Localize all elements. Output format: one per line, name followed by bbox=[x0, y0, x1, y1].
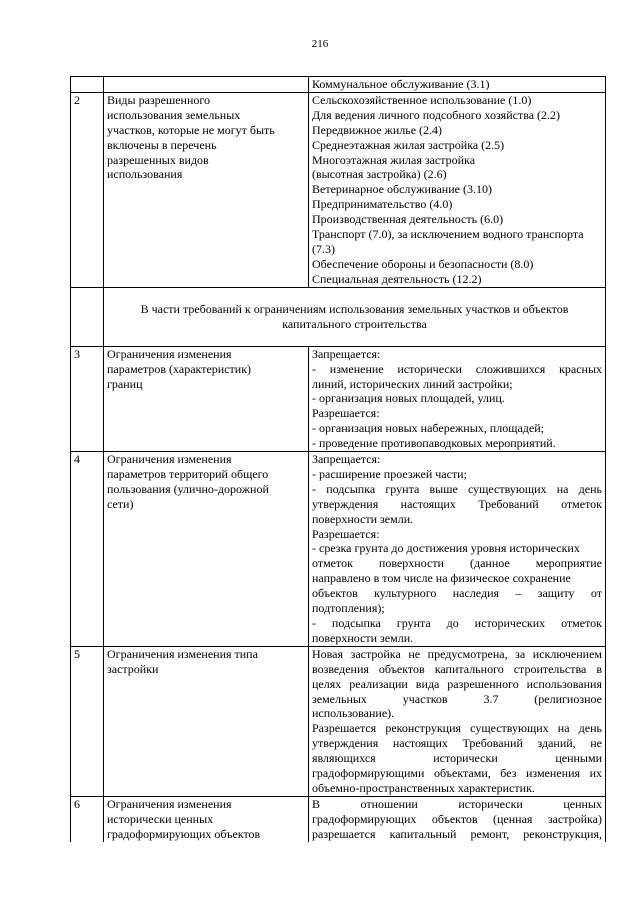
row-name bbox=[104, 77, 309, 93]
row-name-line: Ограничения изменения bbox=[107, 452, 232, 467]
row-name-line: границ bbox=[107, 376, 143, 391]
row-number bbox=[71, 92, 104, 287]
row-value-line: Обеспечение обороны и безопасности (8.0) bbox=[312, 256, 534, 271]
section-heading-line: капитального строительства bbox=[282, 316, 427, 331]
row-value-line: Передвижное жилье (2.4) bbox=[312, 122, 443, 137]
row-number-text: 4 bbox=[74, 452, 80, 467]
section-heading-line: В части требований к ограничениям использования земельных участков и объектов bbox=[140, 301, 569, 316]
row-name-line: сети) bbox=[107, 496, 134, 511]
row-value-line: возведения объектов капитального строительства в bbox=[312, 661, 602, 676]
row-number bbox=[71, 77, 104, 93]
table-row bbox=[71, 452, 606, 647]
row-name-line: участков, которые не могут быть bbox=[107, 122, 275, 137]
row-name-line: параметров (характеристик) bbox=[107, 361, 252, 376]
row-value-line: Производственная деятельность (6.0) bbox=[312, 212, 504, 227]
row-value-line: являющихся исторически ценными bbox=[312, 751, 602, 766]
row-value-line: - проведение противопаводковых мероприятий. bbox=[312, 436, 556, 451]
row-value-line: (высотная застройка) (2.6) bbox=[312, 167, 447, 182]
row-number bbox=[71, 646, 104, 796]
row-name-line: градоформирующих объектов bbox=[107, 826, 261, 841]
row-value-line: Многоэтажная жилая застройка bbox=[312, 152, 476, 167]
section-heading bbox=[104, 287, 606, 346]
row-value-line: градоформирующими объектами, без изменения их bbox=[312, 766, 602, 781]
row-value-line: линий, исторических линий застройки; bbox=[312, 376, 513, 391]
row-number-text: 5 bbox=[74, 646, 80, 661]
row-value bbox=[309, 796, 606, 841]
row-value-line: Сельскохозяйственное использование (1.0) bbox=[312, 92, 532, 107]
row-value bbox=[309, 92, 606, 287]
row-name-line: Ограничения изменения типа bbox=[107, 646, 258, 661]
row-value-line: использование). bbox=[312, 706, 395, 721]
row-value-line: - организация новых площадей, улиц. bbox=[312, 391, 505, 406]
table-row bbox=[71, 646, 606, 796]
row-value-line: Разрешается реконструкция существующих на день bbox=[312, 721, 602, 736]
row-value-line: разрешается капитальный ремонт, реконструкция, bbox=[312, 826, 602, 841]
row-name bbox=[104, 646, 309, 796]
section-blank-cell bbox=[71, 287, 104, 346]
row-name-line: параметров территорий общего bbox=[107, 466, 269, 481]
section-row bbox=[71, 287, 606, 346]
row-value-line: Разрешается: bbox=[312, 526, 380, 541]
row-name-line: Ограничения изменения bbox=[107, 346, 232, 361]
row-name-line: Ограничения изменения bbox=[107, 796, 232, 811]
row-value-line: - расширение проезжей части; bbox=[312, 466, 467, 481]
row-value-line: Ветеринарное обслуживание (3.10) bbox=[312, 182, 492, 197]
row-value-line: Транспорт (7.0), за исключением водного транспорта bbox=[312, 227, 584, 242]
table-row bbox=[71, 92, 606, 287]
row-value-line: - организация новых набережных, площадей; bbox=[312, 421, 544, 436]
row-name-line: использования земельных bbox=[107, 107, 241, 122]
row-value bbox=[309, 646, 606, 796]
row-name-line: использования bbox=[107, 167, 183, 182]
row-name bbox=[104, 92, 309, 287]
row-name bbox=[104, 796, 309, 841]
row-value-line: земельных участков 3.7 (религиозное bbox=[312, 691, 602, 706]
row-value-line: В отношении исторически ценных bbox=[312, 796, 602, 811]
row-number-text: 6 bbox=[74, 796, 80, 811]
row-value-line: целях реализации вида разрешенного использования bbox=[312, 676, 602, 691]
page-number: 216 bbox=[311, 38, 329, 50]
row-name-line: включены в перечень bbox=[107, 137, 217, 152]
row-name-line: разрешенных видов bbox=[107, 152, 209, 167]
row-value-line: утверждения настоящих Требований отметок bbox=[312, 496, 602, 511]
row-name bbox=[104, 346, 309, 451]
row-number bbox=[71, 346, 104, 451]
row-value-line: Для ведения личного подсобного хозяйства (2.2) bbox=[312, 107, 561, 122]
row-value-line: - подсыпка грунта до исторических отметок bbox=[312, 616, 602, 630]
row-name-line: застройки bbox=[107, 661, 159, 676]
row-value-line: - подсыпка грунта выше существующих на день bbox=[312, 481, 602, 496]
row-value-line: поверхности земли. bbox=[312, 630, 414, 645]
table-row bbox=[71, 346, 606, 451]
row-value-line: Коммунальное обслуживание (3.1) bbox=[312, 77, 490, 91]
row-value-line: объемно-пространственных характеристик. bbox=[312, 780, 535, 795]
table-row bbox=[71, 796, 606, 841]
row-name bbox=[104, 452, 309, 647]
table-row bbox=[71, 77, 606, 93]
requirements-table bbox=[70, 76, 606, 842]
row-name-line: исторически ценных bbox=[107, 811, 214, 826]
row-value-line: Запрещается: bbox=[312, 346, 381, 361]
row-value bbox=[309, 452, 606, 647]
row-value-line: (7.3) bbox=[312, 241, 335, 256]
row-value-line: поверхности земли. bbox=[312, 511, 414, 526]
row-value-line: направлено в том числе на физическое сохранение bbox=[312, 571, 571, 586]
row-value-line: Среднеэтажная жилая застройка (2.5) bbox=[312, 137, 505, 152]
row-value-line: - срезка грунта до достижения уровня исторических bbox=[312, 541, 580, 556]
row-number-text: 2 bbox=[74, 92, 80, 107]
row-name-line: Виды разрешенного bbox=[107, 92, 211, 107]
row-value-line: Специальная деятельность (12.2) bbox=[312, 271, 482, 286]
row-value-line: Разрешается: bbox=[312, 406, 380, 421]
row-value-line: Предпринимательство (4.0) bbox=[312, 197, 453, 212]
row-value-line: объектов культурного наследия – защиту от bbox=[312, 586, 602, 601]
row-value bbox=[309, 77, 606, 93]
row-value-line: Запрещается: bbox=[312, 452, 381, 467]
row-value-line: утверждения настоящих Требований зданий, не bbox=[312, 736, 602, 751]
row-value bbox=[309, 346, 606, 451]
row-number-text: 3 bbox=[74, 346, 80, 361]
row-number bbox=[71, 452, 104, 647]
row-value-line: подтопления); bbox=[312, 601, 385, 616]
row-name-line: пользования (улично-дорожной bbox=[107, 481, 269, 496]
row-value-line: отметок поверхности (данное мероприятие bbox=[312, 556, 602, 571]
row-value-line: градоформирующих объектов (ценная застройка) bbox=[312, 811, 602, 826]
row-value-line: Новая застройка не предусмотрена, за исключением bbox=[312, 646, 602, 661]
row-number bbox=[71, 796, 104, 841]
row-value-line: - изменение исторически сложившихся красных bbox=[312, 361, 602, 376]
